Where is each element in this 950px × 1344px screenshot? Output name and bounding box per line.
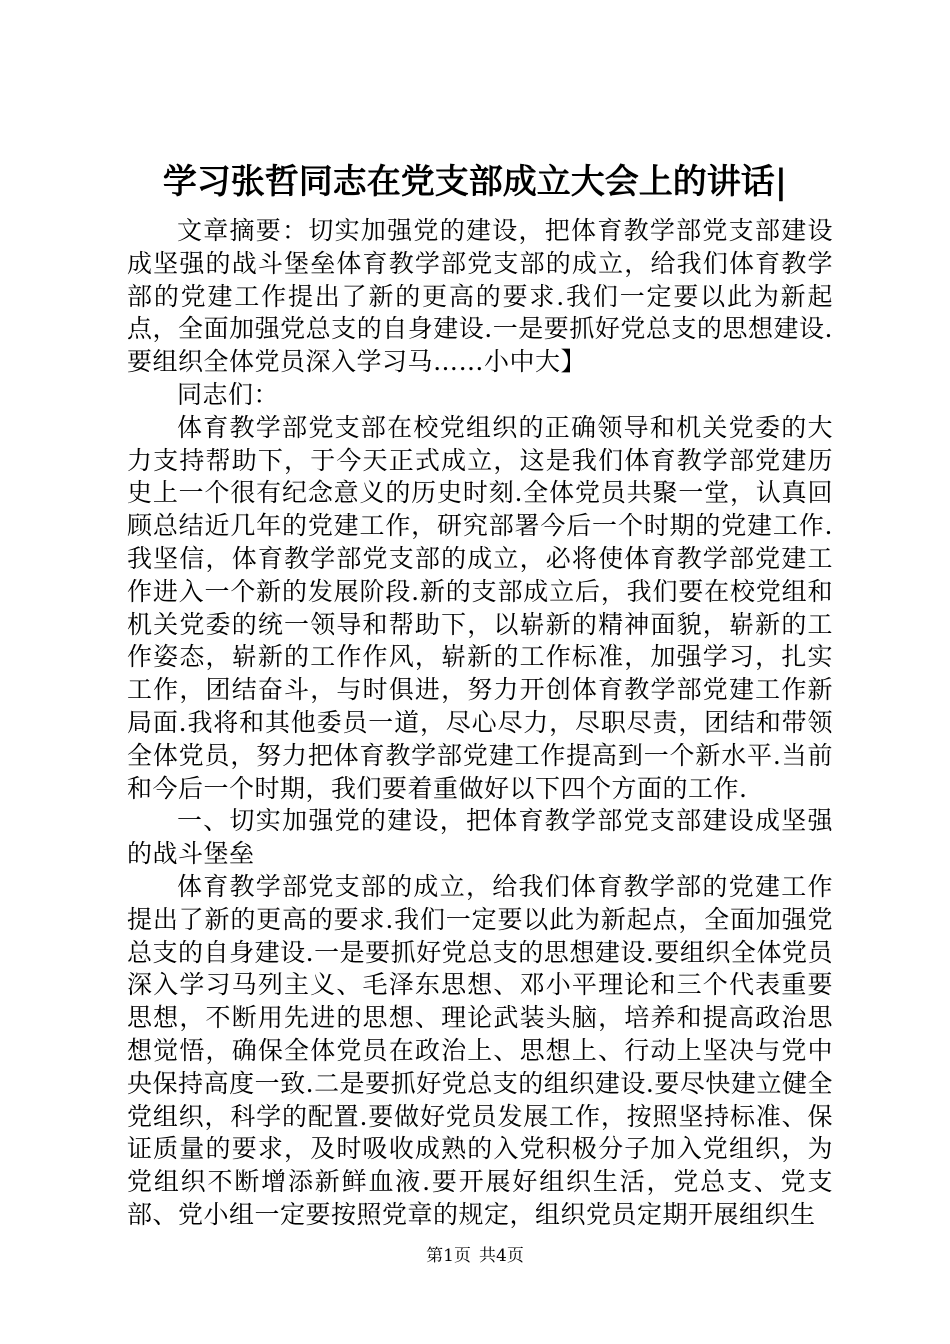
document-title: 学习张哲同志在党支部成立大会上的讲话| (162, 162, 788, 202)
body-paragraph: 体育教学部党支部在校党组织的正确领导和机关党委的大力支持帮助下，于今天正式成立，这是我们体育教学部党建历史上一个很有纪念意义的历史时刻.全体党员共聚一堂，认真回顾总结近几年的党建工作，研究部署今后一个时期的党建工作.我坚信，体育教学部党支部的成立，必将使体育教学部党建工作进入一个新的发展阶段.新的支部成立后，我们要在校党组和机关党委的统一领导和帮助下，以崭新的精神面貌，崭新的工作姿态，崭新的工作作风，崭新的工作标准，加强学习，扎实工作，团结奋斗，与时俱进，努力开创体育教学部党建工作新局面.我将和其他委员一道，尽心尽力，尽职尽责，团结和带领全体党员，努力把体育教学部党建工作提高到一个新水平.当前和今后一个时期，我们要着重做好以下四个方面的工作. (127, 412, 833, 803)
page-footer (0, 1245, 950, 1267)
body-paragraph: 体育教学部党支部的成立，给我们体育教学部的党建工作提出了新的更高的要求.我们一定要以此为新起点，全面加强党总支的自身建设.一是要抓好党总支的思想建设.要组织全体党员深入学习马列主义、毛泽东思想、邓小平理论和三个代表重要思想，不断用先进的思想、理论武装头脑，培养和提高政治思想觉悟，确保全体党员在政治上、思想上、行动上坚决与党中央保持高度一致.二是要抓好党总支的组织建设.要尽快建立健全党组织，科学的配置.要做好党员发展工作，按照坚持标准、保证质量的要求，及时吸收成熟的入党积极分子加入党组织，为党组织不断增添新鲜血液.要开展好组织生活，党总支、党支部、党小组一定要按照党章的规定，组织党员定期开展组织生 (127, 871, 833, 1229)
document-body (127, 215, 833, 1232)
page-total: 共4页 (479, 1246, 524, 1266)
salutation-paragraph: 同志们： (177, 379, 280, 409)
section-heading: 一、切实加强党的建设，把体育教学部党支部建设成坚强的战斗堡垒 (127, 806, 833, 869)
abstract-paragraph: 文章摘要：切实加强党的建设，把体育教学部党支部建设成坚强的战斗堡垒体育教学部党支部的成立，给我们体育教学部的党建工作提出了新的更高的要求.我们一定要以此为新起点，全面加强党总支的自身建设.一是要抓好党总支的思想建设.要组织全体党员深入学习马……小中大】 (127, 216, 833, 377)
page-number: 第1页 (426, 1246, 471, 1266)
